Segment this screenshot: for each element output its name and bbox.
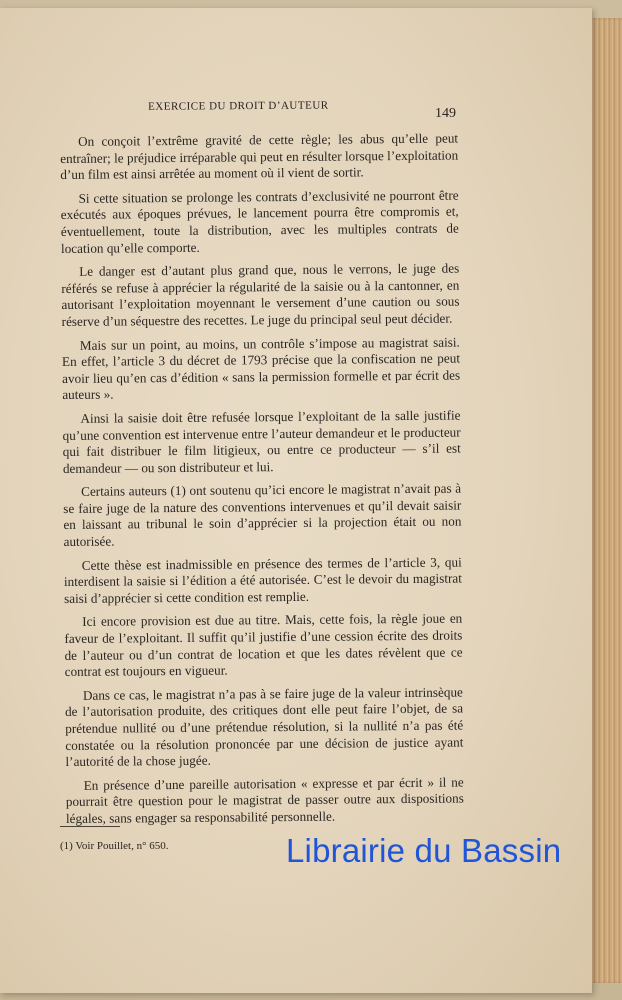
- footnote: (1) Voir Pouillet, n° 650.: [60, 840, 169, 852]
- paragraph: Si cette situation se prolonge les contrats d’exclusivité ne pourront être exécutés aux époques prévues, le lancement pourra être compromis et, éventuellement, toute la distribution, avec les multiples contrats de location qu’elle comporte.: [60, 187, 459, 256]
- running-header-title: EXERCICE DU DROIT D’AUTEUR: [148, 99, 329, 113]
- paragraph: Dans ce cas, le magistrat n’a pas à se faire juge de la valeur intrinsèque de l’autorisation produite, des critiques dont elle peut faire l’objet, de sa prétendue nullité ou d’une prétendue résolution, si la nullité n’a pas été constatée ou la résolution prononcée par une décision de justice ayant l’autorité de la chose jugée.: [64, 684, 464, 770]
- running-header: [60, 99, 460, 113]
- watermark-text: Librairie du Bassin: [286, 832, 562, 869]
- page-number: 149: [435, 106, 456, 121]
- paragraph: Ainsi la saisie doit être refusée lorsque l’exploitant de la salle justifie qu’une convention est intervenue entre l’auteur demandeur et le producteur qui fait distribuer le film litigieux, ou entre ce producteur — s’il est demandeur — ou son distributeur et lui.: [62, 407, 461, 476]
- paragraph: Le danger est d’autant plus grand que, nous le verrons, le juge des référés se refuse à apprécier la régularité de la saisie ou à la cantonner, en autorisant l’exploitation moyennant le versement d’une caution ou sous réserve d’un séquestre des recettes. Le juge du principal seul peut décider.: [61, 260, 460, 329]
- paragraph: Ici encore provision est due au titre. Mais, cette fois, la règle joue en faveur de l’exploitant. Il suffit qu’il justifie d’une cession écrite des droits de l’auteur ou d’un contrat de location et que les dates révèlent que ce contrat est toujours en vigueur.: [64, 610, 463, 680]
- paragraph: En présence d’une pareille autorisation « expresse et par écrit » il ne pourrait être question pour le magistrat de passer outre aux dispositions légales, sans engager sa responsabilité personnelle.: [65, 774, 464, 826]
- footnote-divider: [60, 826, 120, 827]
- paragraph: On conçoit l’extrême gravité de cette règle; les abus qu’elle peut entraîner; le préjudice irréparable qui peut en résulter lorsque l’exploitation d’un film est ainsi arrêtée au moment où il vient de sortir.: [60, 130, 459, 183]
- paragraph: Certains auteurs (1) ont soutenu qu’ici encore le magistrat n’avait pas à se faire juge de la nature des conventions intervenues et qu’il devait saisir en laissant au tribunal le soin d’apprécier si la projection était ou non autorisée.: [63, 480, 462, 550]
- paragraph: Cette thèse est inadmissible en présence des termes de l’article 3, qui interdisent la saisie si l’édition a été autorisée. C’est le devoir du magistrat saisi d’apprécier si cette condition est remplie.: [63, 554, 462, 606]
- paragraph: Mais sur un point, au moins, un contrôle s’impose au magistrat saisi. En effet, l’article 3 du décret de 1793 précise que la confiscation ne peut avoir lieu qu’en cas d’édition « sans la permission formelle et par écrit des auteurs ».: [61, 334, 461, 403]
- body-text: [60, 131, 464, 835]
